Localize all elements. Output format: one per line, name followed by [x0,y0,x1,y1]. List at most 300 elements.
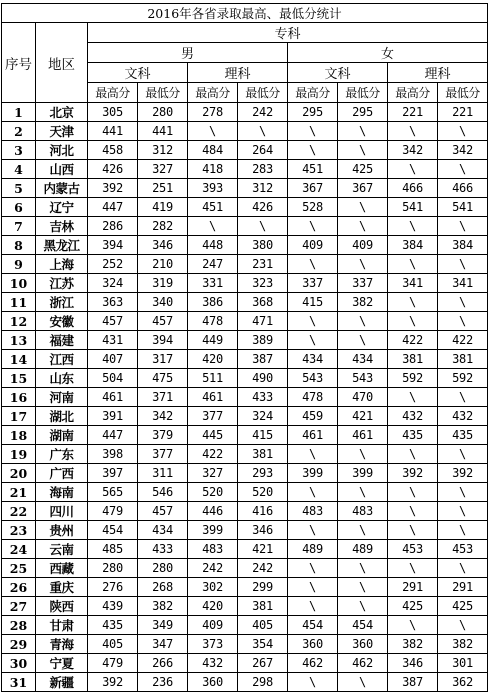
score-cell: 490 [238,369,288,388]
row-region-cell: 江西 [36,350,88,369]
row-region-cell: 吉林 [36,217,88,236]
table-row [2,540,488,559]
row-region-cell: 重庆 [36,578,88,597]
score-cell: 461 [338,426,388,445]
table-row [2,236,488,255]
score-cell: 276 [88,578,138,597]
score-cell: 324 [238,407,288,426]
score-cell: 283 [238,160,288,179]
score-cell: \ [388,388,438,407]
score-cell: 280 [138,559,188,578]
score-cell: \ [288,141,338,160]
score-cell: 377 [188,407,238,426]
score-cell: 433 [138,540,188,559]
row-region-cell: 辽宁 [36,198,88,217]
score-cell: 541 [438,198,488,217]
row-region-cell: 宁夏 [36,654,88,673]
score-cell: 394 [88,236,138,255]
score-cell: 384 [388,236,438,255]
header-category: 专科 [88,23,488,43]
score-cell: 426 [88,160,138,179]
score-cell: \ [438,559,488,578]
score-cell: 393 [188,179,238,198]
score-cell: 341 [388,274,438,293]
score-cell: \ [288,578,338,597]
score-cell: 425 [438,597,488,616]
row-seq-cell: 30 [2,654,36,673]
row-region-cell: 四川 [36,502,88,521]
row-region-cell: 黑龙江 [36,236,88,255]
score-cell: 252 [88,255,138,274]
score-cell: 441 [138,122,188,141]
table-row [2,673,488,692]
score-cell: \ [438,502,488,521]
row-seq-cell: 19 [2,445,36,464]
score-cell: 251 [138,179,188,198]
score-cell: 360 [338,635,388,654]
score-cell: 432 [438,407,488,426]
score-cell: 461 [288,426,338,445]
score-cell: 323 [238,274,288,293]
score-cell: 382 [338,293,388,312]
table-row [2,255,488,274]
score-cell: 368 [238,293,288,312]
score-cell: 295 [338,103,388,122]
score-cell: 483 [338,502,388,521]
score-cell: \ [388,255,438,274]
score-cell: \ [288,331,338,350]
row-seq-cell: 29 [2,635,36,654]
score-cell: 342 [438,141,488,160]
score-cell: 454 [338,616,388,635]
table-row [2,350,488,369]
score-cell: \ [288,312,338,331]
score-cell: 422 [388,331,438,350]
score-cell: \ [438,483,488,502]
row-seq-cell: 17 [2,407,36,426]
row-region-cell: 河北 [36,141,88,160]
row-region-cell: 内蒙古 [36,179,88,198]
score-cell: \ [388,521,438,540]
score-cell: 432 [188,654,238,673]
score-cell: \ [288,597,338,616]
row-seq-cell: 23 [2,521,36,540]
score-cell: 511 [188,369,238,388]
score-cell: 543 [338,369,388,388]
table-row [2,483,488,502]
score-cell: \ [388,122,438,141]
score-cell: 457 [88,312,138,331]
row-seq-cell: 27 [2,597,36,616]
score-cell: 392 [438,464,488,483]
table-row [2,179,488,198]
score-cell: 392 [388,464,438,483]
row-region-cell: 上海 [36,255,88,274]
score-cell: 397 [88,464,138,483]
score-cell: 380 [238,236,288,255]
score-cell: \ [338,312,388,331]
score-cell: 268 [138,578,188,597]
row-seq-cell: 18 [2,426,36,445]
score-cell: 311 [138,464,188,483]
table-row [2,122,488,141]
score-cell: 432 [388,407,438,426]
row-region-cell: 安徽 [36,312,88,331]
score-cell: 264 [238,141,288,160]
score-cell: 459 [288,407,338,426]
score-cell: 381 [438,350,488,369]
score-cell: 470 [338,388,388,407]
score-cell: 434 [338,350,388,369]
row-seq-cell: 10 [2,274,36,293]
score-cell: 394 [138,331,188,350]
score-cell: \ [388,217,438,236]
header-max: 最高分 [188,83,238,103]
score-cell: 454 [288,616,338,635]
score-cell: \ [388,483,438,502]
score-cell: 379 [138,426,188,445]
header-female: 女 [288,43,488,63]
table-row [2,597,488,616]
score-cell: \ [188,217,238,236]
score-cell: 392 [88,179,138,198]
score-cell: 381 [388,350,438,369]
header-female-arts: 文科 [288,63,388,83]
table-row [2,559,488,578]
score-cell: 387 [388,673,438,692]
score-cell: \ [438,293,488,312]
row-seq-cell: 2 [2,122,36,141]
score-cell: 461 [88,388,138,407]
score-cell: 405 [88,635,138,654]
score-cell: 416 [238,502,288,521]
score-cell: 418 [188,160,238,179]
table-row [2,578,488,597]
score-cell: \ [288,559,338,578]
score-cell: 409 [188,616,238,635]
table-body [2,103,488,692]
score-cell: 362 [438,673,488,692]
score-cell: \ [288,445,338,464]
score-cell: 565 [88,483,138,502]
row-seq-cell: 1 [2,103,36,122]
score-cell: 471 [238,312,288,331]
row-region-cell: 新疆 [36,673,88,692]
score-cell: 327 [188,464,238,483]
score-cell: 291 [438,578,488,597]
score-cell: \ [338,597,388,616]
row-region-cell: 江苏 [36,274,88,293]
score-cell: 221 [388,103,438,122]
score-cell: 422 [188,445,238,464]
score-cell: 466 [438,179,488,198]
score-cell: 453 [388,540,438,559]
row-seq-cell: 7 [2,217,36,236]
score-cell: 419 [138,198,188,217]
score-cell: 319 [138,274,188,293]
score-cell: 247 [188,255,238,274]
score-cell: 381 [238,445,288,464]
score-cell: \ [388,616,438,635]
score-cell: \ [338,445,388,464]
score-cell: 360 [288,635,338,654]
score-cell: 435 [438,426,488,445]
score-cell: \ [388,445,438,464]
score-cell: 354 [238,635,288,654]
score-cell: 543 [288,369,338,388]
row-seq-cell: 31 [2,673,36,692]
row-seq-cell: 16 [2,388,36,407]
score-cell: \ [338,578,388,597]
score-cell: \ [438,388,488,407]
score-cell: 426 [238,198,288,217]
header-max: 最高分 [288,83,338,103]
score-cell: 421 [338,407,388,426]
row-region-cell: 云南 [36,540,88,559]
table-row [2,217,488,236]
table-row [2,521,488,540]
row-region-cell: 福建 [36,331,88,350]
row-region-cell: 山西 [36,160,88,179]
row-region-cell: 陕西 [36,597,88,616]
score-cell: 483 [188,540,238,559]
score-cell: \ [338,217,388,236]
header-max: 最高分 [88,83,138,103]
score-cell: 399 [288,464,338,483]
score-cell: 384 [438,236,488,255]
score-cell: \ [438,217,488,236]
score-cell: 392 [88,673,138,692]
score-cell: 389 [238,331,288,350]
score-cell: \ [438,122,488,141]
row-region-cell: 广东 [36,445,88,464]
row-region-cell: 贵州 [36,521,88,540]
score-cell: 454 [88,521,138,540]
score-cell: 405 [238,616,288,635]
score-cell: 286 [88,217,138,236]
score-cell: 266 [138,654,188,673]
row-region-cell: 浙江 [36,293,88,312]
row-seq-cell: 28 [2,616,36,635]
score-cell: 242 [238,559,288,578]
score-cell: 280 [138,103,188,122]
score-cell: \ [338,141,388,160]
score-cell: 434 [288,350,338,369]
score-cell: \ [288,122,338,141]
score-cell: 435 [388,426,438,445]
table-row [2,103,488,122]
header-min: 最低分 [238,83,288,103]
score-cell: 360 [188,673,238,692]
score-cell: 337 [288,274,338,293]
score-cell: 331 [188,274,238,293]
score-cell: \ [438,616,488,635]
row-seq-cell: 24 [2,540,36,559]
table-row [2,635,488,654]
score-cell: 399 [188,521,238,540]
score-cell: 461 [188,388,238,407]
score-cell: 377 [138,445,188,464]
score-cell: 541 [388,198,438,217]
score-cell: \ [338,331,388,350]
score-cell: \ [338,483,388,502]
score-cell: 421 [238,540,288,559]
score-cell: 420 [188,350,238,369]
score-cell: 451 [188,198,238,217]
score-cell: 446 [188,502,238,521]
score-cell: \ [438,445,488,464]
score-cell: 242 [238,103,288,122]
header-male: 男 [88,43,288,63]
score-cell: \ [338,559,388,578]
score-cell: 295 [288,103,338,122]
row-seq-cell: 11 [2,293,36,312]
score-cell: 242 [188,559,238,578]
score-cell: 381 [238,597,288,616]
score-cell: \ [288,673,338,692]
score-cell: 478 [288,388,338,407]
table-row [2,502,488,521]
header-min: 最低分 [138,83,188,103]
score-cell: \ [338,521,388,540]
score-cell: 382 [388,635,438,654]
table-row [2,464,488,483]
score-cell: 546 [138,483,188,502]
score-cell: 407 [88,350,138,369]
row-region-cell: 甘肃 [36,616,88,635]
score-cell: 520 [238,483,288,502]
score-cell: 425 [388,597,438,616]
score-cell: \ [288,255,338,274]
header-min: 最低分 [438,83,488,103]
score-cell: 415 [238,426,288,445]
row-seq-cell: 5 [2,179,36,198]
score-cell: 337 [338,274,388,293]
row-seq-cell: 15 [2,369,36,388]
score-cell: 447 [88,426,138,445]
score-cell: 386 [188,293,238,312]
score-cell: \ [288,217,338,236]
table-row [2,407,488,426]
score-cell: \ [388,559,438,578]
score-cell: 278 [188,103,238,122]
score-cell: 324 [88,274,138,293]
score-cell: \ [288,483,338,502]
score-cell: 291 [388,578,438,597]
score-cell: 475 [138,369,188,388]
score-cell: 409 [338,236,388,255]
score-cell: 439 [88,597,138,616]
score-cell: \ [338,122,388,141]
row-seq-cell: 13 [2,331,36,350]
score-cell: 312 [238,179,288,198]
score-cell: \ [438,312,488,331]
score-cell: 489 [338,540,388,559]
score-cell: 399 [338,464,388,483]
column-header-seq: 序号 [2,23,36,103]
row-seq-cell: 4 [2,160,36,179]
row-region-cell: 湖南 [36,426,88,445]
score-cell: \ [438,160,488,179]
score-cell: 431 [88,331,138,350]
score-cell: \ [288,521,338,540]
row-seq-cell: 20 [2,464,36,483]
table-row [2,141,488,160]
score-cell: 457 [138,502,188,521]
table-title: 2016年各省录取最高、最低分统计 [2,4,488,23]
row-seq-cell: 6 [2,198,36,217]
score-cell: 435 [88,616,138,635]
score-cell: 466 [388,179,438,198]
score-cell: 282 [138,217,188,236]
score-cell: 302 [188,578,238,597]
score-cell: 457 [138,312,188,331]
score-cell: 420 [188,597,238,616]
row-region-cell: 海南 [36,483,88,502]
score-cell: 445 [188,426,238,445]
score-cell: 528 [288,198,338,217]
row-seq-cell: 25 [2,559,36,578]
score-cell: 346 [138,236,188,255]
row-seq-cell: 9 [2,255,36,274]
row-region-cell: 青海 [36,635,88,654]
score-cell: 592 [388,369,438,388]
score-cell: 422 [438,331,488,350]
score-cell: 349 [138,616,188,635]
row-seq-cell: 8 [2,236,36,255]
score-cell: 485 [88,540,138,559]
score-cell: 346 [238,521,288,540]
score-cell: 479 [88,654,138,673]
score-cell: 305 [88,103,138,122]
score-cell: 267 [238,654,288,673]
score-cell: \ [338,198,388,217]
score-cell: 342 [138,407,188,426]
score-cell: 415 [288,293,338,312]
row-seq-cell: 3 [2,141,36,160]
table-row [2,160,488,179]
header-female-science: 理科 [388,63,488,83]
score-cell: 373 [188,635,238,654]
score-cell: 458 [88,141,138,160]
row-seq-cell: 14 [2,350,36,369]
score-cell: 301 [438,654,488,673]
table-row [2,198,488,217]
header-min: 最低分 [338,83,388,103]
score-cell: 298 [238,673,288,692]
table-row [2,616,488,635]
table-row [2,654,488,673]
score-cell: 317 [138,350,188,369]
score-cell: 409 [288,236,338,255]
score-cell: \ [388,502,438,521]
score-cell: 342 [388,141,438,160]
score-cell: \ [438,255,488,274]
score-cell: 489 [288,540,338,559]
score-cell: \ [388,312,438,331]
score-cell: \ [238,122,288,141]
row-region-cell: 河南 [36,388,88,407]
score-cell: 434 [138,521,188,540]
score-cell: 299 [238,578,288,597]
table-row [2,445,488,464]
score-cell: 231 [238,255,288,274]
table-row [2,312,488,331]
row-region-cell: 天津 [36,122,88,141]
row-region-cell: 广西 [36,464,88,483]
score-cell: \ [188,122,238,141]
score-cell: 347 [138,635,188,654]
